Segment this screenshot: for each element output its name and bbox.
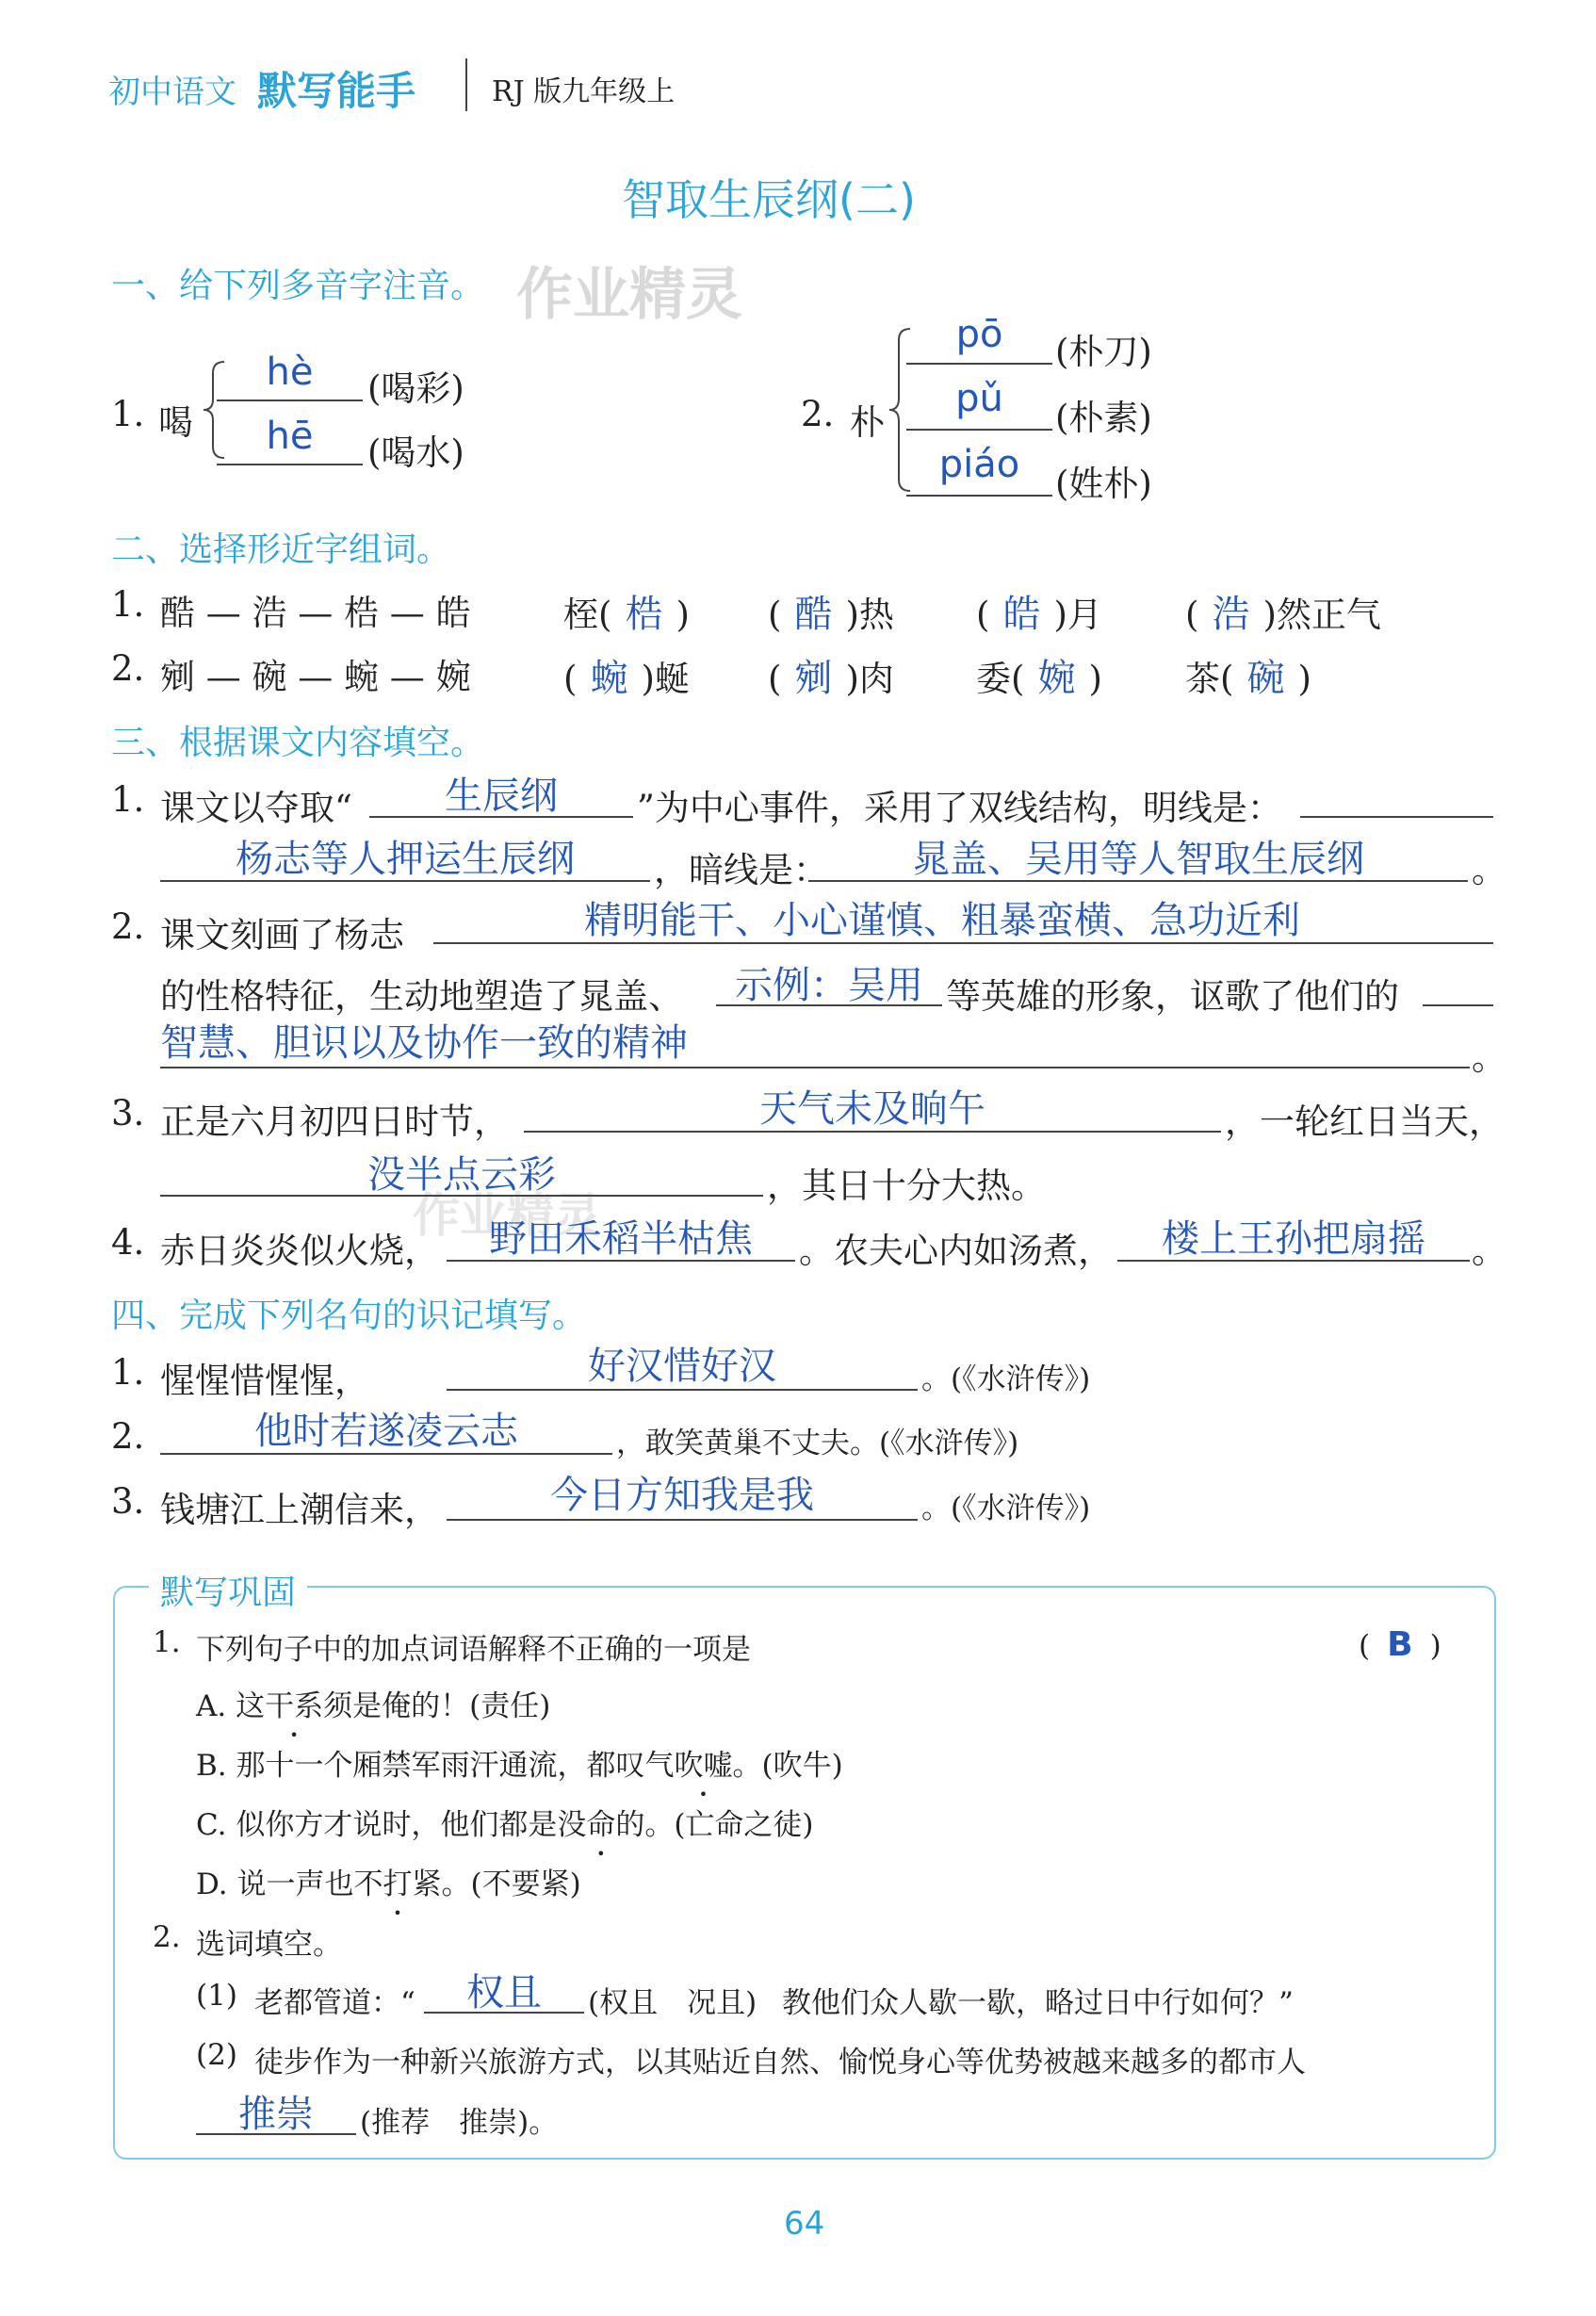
q1-word-1: (喝彩) [367, 368, 464, 409]
q-text: 。 [1472, 1037, 1506, 1078]
answer-line [160, 1067, 1470, 1068]
header-brand: 默写能手 [257, 68, 416, 114]
option: A. 这干系须是俺的！(责任) [196, 1689, 551, 1723]
q-text: 课文刻画了杨志 [160, 915, 404, 955]
q-text: 赤日炎炎似火烧， [160, 1231, 439, 1271]
sub-label: (1) [196, 1979, 237, 2013]
q-num: 3. [111, 1093, 145, 1134]
answer-line [906, 495, 1052, 497]
q2-word-2: (朴素) [1055, 398, 1152, 438]
fill-item: ( 剜 )肉 [768, 657, 894, 700]
q-text: ，一轮红日当天， [1225, 1101, 1504, 1142]
q-answer: 好汉惜好汉 [588, 1345, 776, 1388]
section-4-heading: 四、完成下列名句的识记填写。 [111, 1297, 587, 1335]
q-answer: 今日方知我是我 [550, 1474, 814, 1517]
q-text: 。(《水浒传》) [921, 1492, 1091, 1525]
q2-answer-2: pǔ [955, 377, 1003, 420]
answer-line [424, 2012, 584, 2014]
q-answer: 野田禾稻半枯焦 [489, 1217, 753, 1261]
word-options: (权且 况且) [588, 1986, 757, 2020]
q2-word-3: (姓朴) [1055, 464, 1152, 504]
q1-char: 喝 [158, 402, 193, 443]
q-num: 3. [111, 1481, 145, 1522]
q1-answer-2: hē [266, 415, 314, 458]
q-text: ”为中心事件，采用了双线结构，明线是： [637, 788, 1282, 828]
q-answer: 推崇 [238, 2093, 314, 2136]
answer-line [447, 1389, 918, 1391]
char-group: 酷 — 浩 — 梏 — 皓 [160, 593, 471, 633]
q-text: 老都管道：“ [254, 1986, 415, 2020]
q-num: 1. [111, 1352, 145, 1393]
q2-answer-1: pō [955, 313, 1003, 356]
q-text: 的性格特征，生动地塑造了晁盖、 [160, 976, 683, 1017]
q2-num: 2. [801, 394, 835, 434]
q-text: 下列句子中的加点词语解释不正确的一项是 [196, 1633, 751, 1667]
option: B. 那十一个厢禁军雨汗通流，都叹气吹嘘。(吹牛) [196, 1749, 843, 1783]
q-text: 。农夫心内如汤煮， [799, 1231, 1113, 1271]
answer-line [196, 2133, 356, 2135]
q-answer: 权且 [466, 1971, 542, 2014]
fill-item: ( 酷 )热 [768, 593, 894, 636]
answer-line [1300, 816, 1493, 818]
q-answer: 他时若遂凌云志 [254, 1410, 518, 1453]
fill-item: ( 蜿 )蜒 [563, 657, 690, 700]
q-num: 2. [153, 1920, 181, 1954]
q1-word-2: (喝水) [367, 432, 464, 473]
answer-line [1117, 1260, 1470, 1262]
q-answer: 智慧、胆识以及协作一致的精神 [160, 1021, 688, 1065]
q-text: ，暗线是： [654, 850, 828, 890]
fill-item: ( 浩 )然正气 [1185, 593, 1381, 636]
word-options: (推荐 推崇)。 [360, 2106, 559, 2140]
q-text: 徒步作为一种新兴旅游方式，以其贴近自然、愉悦身心等优势被越来越多的都市人 [254, 2046, 1306, 2080]
page-number: 64 [784, 2205, 825, 2243]
header-edition: RJ 版九年级上 [492, 75, 676, 108]
q-text: 等英雄的形象，讴歌了他们的 [946, 976, 1399, 1017]
q2-char: 朴 [850, 402, 885, 443]
answer-line [447, 1260, 795, 1262]
answer-paren: ( B ) [1359, 1625, 1441, 1664]
q-answer: 精明能干、小心谨慎、粗暴蛮横、急功近利 [584, 899, 1300, 942]
q-text: 选词填空。 [196, 1928, 342, 1962]
answer-line [716, 1004, 942, 1006]
header-divider [465, 58, 467, 111]
q-answer: 天气未及晌午 [759, 1087, 985, 1131]
section-1-heading: 一、给下列多音字注音。 [111, 267, 485, 305]
watermark-2: 作业精灵 [413, 1188, 601, 1243]
q-text: 课文以夺取“ [160, 788, 352, 828]
answer-line [217, 400, 363, 401]
q1-num: 1. [111, 394, 145, 434]
fill-item: 委( 婉 ) [976, 657, 1102, 700]
q-num: 2. [111, 1416, 145, 1457]
option: D. 说一声也不打紧。(不要紧) [196, 1867, 581, 1901]
header-series: 初中语文 [108, 73, 236, 111]
answer-line [906, 363, 1052, 365]
q-answer: 没半点云彩 [367, 1153, 556, 1197]
q-num: 1. [111, 779, 145, 820]
row-num: 1. [111, 584, 145, 625]
q-answer: 晁盖、吴用等人智取生辰纲 [912, 838, 1364, 881]
answer-line [160, 1195, 763, 1197]
q-answer: 楼上王孙把扇摇 [1162, 1217, 1425, 1261]
answer-line [808, 880, 1468, 882]
page-title: 智取生辰纲(二) [622, 174, 916, 225]
answer-line [524, 1131, 1221, 1133]
q-answer: 杨志等人押运生辰纲 [236, 838, 575, 881]
q-text: 教他们众人歇一歇，略过日中行如何？” [782, 1986, 1294, 2020]
q-text: 。 [1472, 850, 1506, 890]
fill-item: 桎( 梏 ) [563, 593, 690, 636]
answer-line [217, 464, 363, 465]
q-num: 1. [153, 1625, 181, 1659]
q-text: ，敢笑黄巢不丈夫。(《水浒传》) [616, 1427, 1019, 1460]
row-num: 2. [111, 648, 145, 689]
sub-label: (2) [196, 2038, 237, 2072]
option: C. 似你方才说时，他们都是没命的。(亡命之徒) [196, 1808, 814, 1842]
char-group: 剜 — 碗 — 蜿 — 婉 [160, 657, 471, 697]
q-answer: 示例：吴用 [735, 964, 923, 1007]
answer-line [1423, 1004, 1493, 1006]
q-answer: 生辰纲 [445, 775, 558, 818]
section-3-heading: 三、根据课文内容填空。 [111, 724, 485, 762]
q-text: 。 [1472, 1231, 1506, 1271]
section-2-heading: 二、选择形近字组词。 [111, 530, 451, 569]
q-num: 4. [111, 1222, 145, 1263]
answer-line [369, 816, 633, 818]
answer-line [447, 1519, 918, 1521]
q2-word-1: (朴刀) [1055, 332, 1152, 372]
q-text: 钱塘江上潮信来， [160, 1490, 439, 1530]
watermark: 作业精灵 [516, 262, 742, 328]
q-text: 惺惺惜惺惺， [160, 1361, 369, 1401]
answer-line [160, 1453, 612, 1455]
q-text: 正是六月初四日时节， [160, 1101, 509, 1142]
fill-item: 茶( 碗 ) [1185, 657, 1311, 700]
practice-box-title: 默写巩固 [149, 1566, 307, 1614]
q1-answer-1: hè [266, 351, 314, 394]
fill-item: ( 皓 )月 [976, 593, 1102, 636]
q-text: 。(《水浒传》) [921, 1362, 1091, 1396]
q-text: ，其日十分大热。 [767, 1166, 1046, 1206]
q2-answer-3: piáo [938, 443, 1020, 486]
q-num: 2. [111, 906, 145, 947]
answer-line [433, 942, 1493, 944]
answer-line [906, 429, 1052, 431]
answer-line [160, 880, 650, 882]
